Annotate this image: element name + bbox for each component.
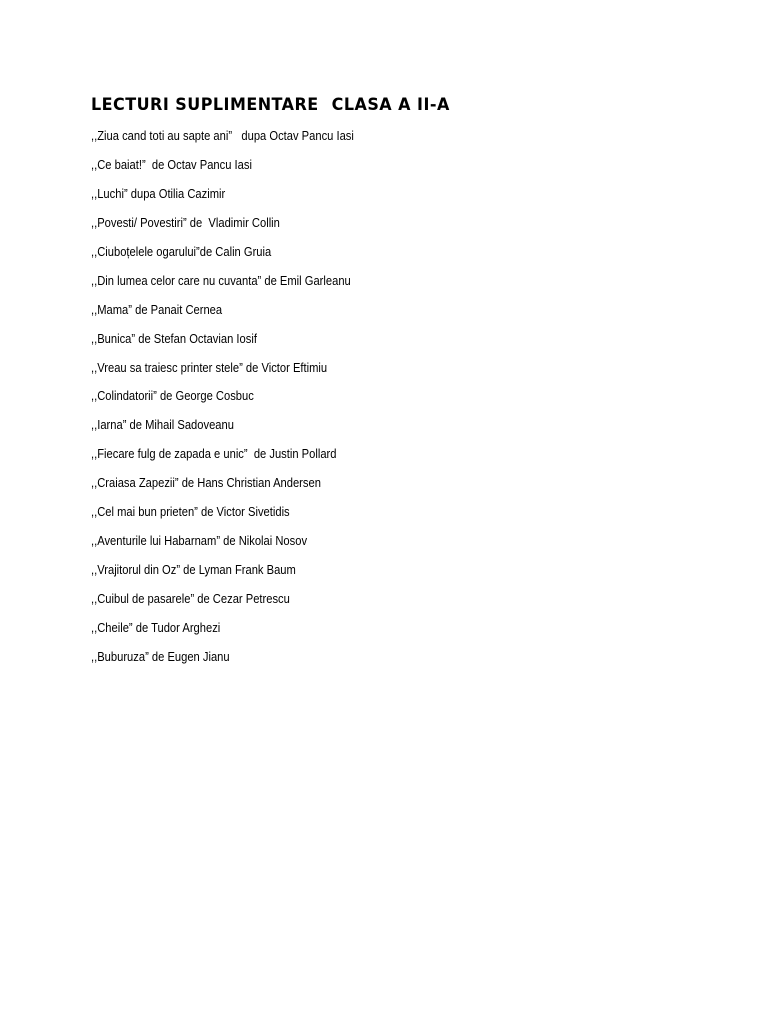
list-item: ,,Din lumea celor care nu cuvanta” de Emil Garleanu bbox=[91, 272, 351, 288]
list-item: ,,Ziua cand toti au sapte ani” dupa Octav Pancu Iasi bbox=[91, 128, 354, 143]
list-item: ,,Cheile” de Tudor Arghezi bbox=[91, 619, 221, 635]
document-heading bbox=[91, 92, 450, 118]
heading-class: CLASA A II-A bbox=[331, 95, 450, 115]
list-item: ,,Cuibul de pasarele” de Cezar Petrescu bbox=[91, 591, 290, 606]
list-item: ,,Bunica” de Stefan Octavian Iosif bbox=[91, 330, 257, 346]
heading-title: LECTURI SUPLIMENTARE bbox=[91, 95, 319, 115]
list-item: ,,Craiasa Zapezii” de Hans Christian Andersen bbox=[91, 475, 321, 491]
list-item: ,,Luchi” dupa Otilia Cazimir bbox=[91, 185, 226, 201]
list-item: ,,Vreau sa traiesc printer stele” de Victor Eftimiu bbox=[91, 359, 328, 375]
list-item: ,,Aventurile lui Habarnam” de Nikolai Nosov bbox=[91, 533, 308, 549]
list-item: ,,Fiecare fulg de zapada e unic” de Justin Pollard bbox=[91, 446, 337, 462]
list-item: ,,Ciuboțelele ogarului”de Calin Gruia bbox=[91, 243, 272, 259]
list-item: ,,Colindatorii” de George Cosbuc bbox=[91, 388, 254, 404]
list-item: ,,Povesti/ Povestiri” de Vladimir Collin bbox=[91, 214, 280, 230]
list-item: ,,Ce baiat!” de Octav Pancu Iasi bbox=[91, 156, 252, 172]
list-item: ,,Cel mai bun prieten” de Victor Sivetidis bbox=[91, 504, 290, 520]
list-item: ,,Iarna” de Mihail Sadoveanu bbox=[91, 417, 234, 433]
list-item: ,,Vrajitorul din Oz” de Lyman Frank Baum bbox=[91, 562, 296, 578]
reading-list bbox=[91, 126, 397, 676]
list-item: ,,Mama” de Panait Cernea bbox=[91, 301, 223, 317]
list-item: ,,Buburuza” de Eugen Jianu bbox=[91, 648, 230, 664]
